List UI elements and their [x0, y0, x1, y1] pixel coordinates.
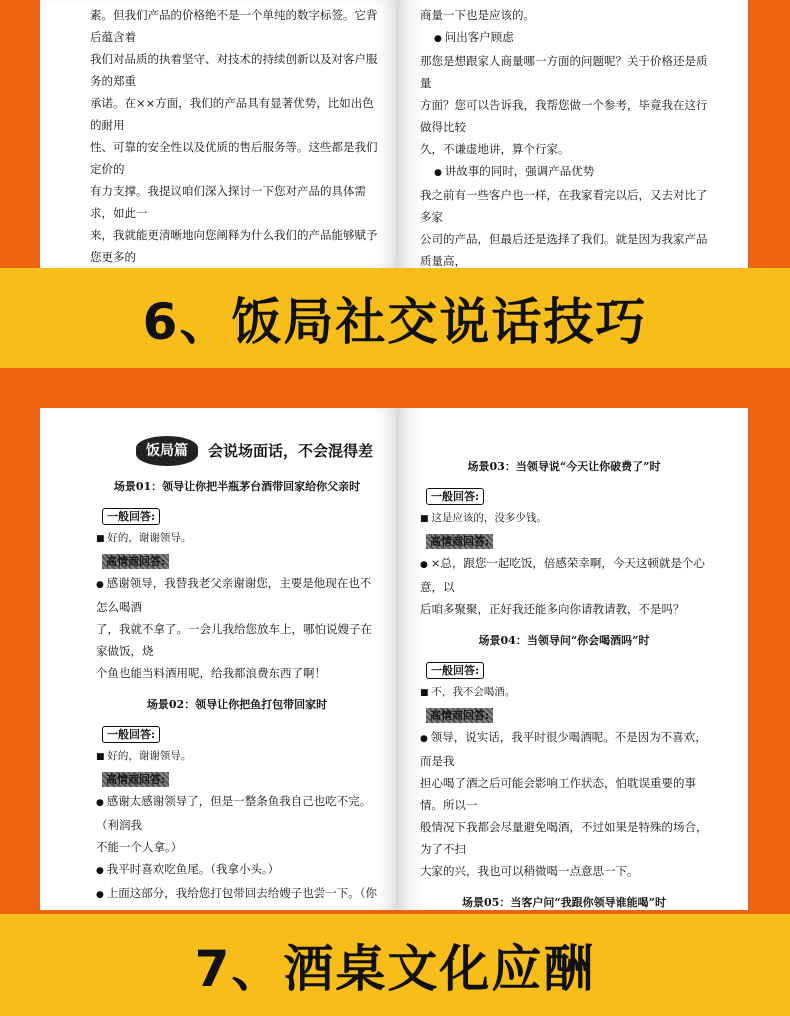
general-answer-tag: 一般回答:: [102, 726, 160, 743]
scene-heading: 场景04：当领导问“你会喝酒吗”时: [478, 634, 650, 647]
chapter-heading: 会说场面话，不会混得差: [208, 442, 374, 460]
scene-heading: 场景02：领导让你把鱼打包带回家时: [146, 698, 328, 711]
eq-answer-tag: 高情商回答:: [426, 534, 493, 549]
text-line: 久，不谦虚地讲，算个行家。: [420, 142, 570, 156]
text-line: 了，我就不拿了。一会儿我给您放车上，哪怕说嫂子在家做饭，烧: [96, 622, 372, 658]
eq-answer: ● 感谢太感谢领导了，但是一整条鱼我自己也吃不完。（利润我: [96, 790, 378, 836]
eq-answer-tag: 高情商回答:: [426, 708, 493, 723]
general-answer-tag: 一般回答:: [102, 508, 160, 525]
eq-answer: ● 领导，说实话，我平时很少喝酒呢。不是因为不喜欢，而是我: [420, 726, 708, 772]
text-line: 我们对品质的执着坚守、对技术的持续创新以及对客户服务的郑重: [90, 52, 378, 88]
scene-heading: 场景03：当领导说“今天让你破费了”时: [467, 460, 661, 473]
section-banner-7: [0, 914, 790, 1016]
eq-answer-tag: 高情商回答:: [102, 554, 169, 569]
general-answer-tag: 一般回答:: [426, 662, 484, 679]
list-item: ● 讲故事的同时，强调产品优势: [420, 160, 708, 184]
banner-title: 7、酒桌文化应酬: [194, 940, 596, 998]
top-left-page: [40, 0, 396, 268]
eq-answer: ● ×总，跟您一起吃饭，倍感荣幸啊，今天这顿就是个心意，以: [420, 552, 708, 598]
text-line: 有力支撑。我提议咱们深入探讨一下您对产品的具体需求，如此一: [90, 184, 366, 220]
text-line: 般情况下我都会尽量避免喝酒，不过如果是特殊的场合，为了不扫: [420, 820, 708, 856]
bottom-left-page: [40, 408, 396, 910]
eq-answer: ● 感谢领导，我替我老父亲谢谢您，主要是他现在也不怎么喝酒: [96, 572, 378, 618]
general-answer: ■ 不，我不会喝酒。: [420, 681, 708, 704]
general-answer: ■ 这是应该的，没多少钱。: [420, 507, 708, 530]
eq-answer: ● 上面这部分，我给您打包带回去给嫂子也尝一下。（你: [96, 882, 378, 910]
list-item: ● 问出客户顾虑: [420, 26, 708, 50]
text-line: 担心喝了酒之后可能会影响工作状态，怕耽误重要的事情。所以一: [420, 776, 696, 812]
banner-title: 6、饭局社交说话技巧: [142, 293, 648, 351]
general-answer-tag: 一般回答:: [426, 488, 484, 505]
text-line: 个鱼也能当料酒用呢，给我都浪费东西了啊！: [96, 666, 326, 680]
chapter-badge: 饭局篇: [136, 436, 198, 466]
text-line: 来，我就能更清晰地向您阐释为什么我们的产品能够赋予您更多的: [90, 228, 378, 264]
general-answer: ■ 好的，谢谢领导。: [96, 527, 378, 550]
text-line: 素。但我们产品的价格绝不是一个单纯的数字标签。它背后蕴含着: [90, 8, 378, 44]
text-line: 承诺。在××方面，我们的产品具有显著优势，比如出色的耐用: [90, 96, 374, 132]
text-line: 商量一下也是应该的。: [420, 8, 535, 22]
text-line: 大家的兴，我也可以稍微喝一点意思一下。: [420, 864, 639, 878]
scene-heading: 场景05：当客户问“我跟你领导谁能喝”时: [462, 896, 666, 909]
text-line: 我之前有一些客户也一样，在我家看完以后，又去对比了多家: [420, 188, 708, 224]
top-right-page: [396, 0, 748, 268]
text-line: 公司的产品，但最后还是选择了我们。就是因为我家产品质量高，: [420, 232, 708, 268]
text-line: 方面？您可以告诉我，我帮您做一个参考，毕竟我在这行做得比较: [420, 98, 708, 134]
text-line: 不能一个人拿。）: [96, 840, 183, 854]
eq-answer: ● 我平时喜欢吃鱼尾。（我拿小头。）: [96, 858, 378, 882]
text-line: 那您是想跟家人商量哪一方面的问题呢？关于价格还是质量: [420, 54, 708, 90]
section-banner-6: [0, 268, 790, 368]
chapter-title: [136, 436, 378, 466]
bottom-right-page: [396, 408, 748, 910]
scene-heading: 场景01：领导让你把半瓶茅台酒带回家给你父亲时: [113, 480, 361, 493]
eq-answer-tag: 高情商回答:: [102, 772, 169, 787]
general-answer: ■ 好的，谢谢领导。: [96, 745, 378, 768]
text-line: 后咱多聚聚，正好我还能多向你请教请教，不是吗？: [420, 602, 685, 616]
text-line: 性、可靠的安全性以及优质的售后服务等。这些都是我们定价的: [90, 140, 378, 176]
